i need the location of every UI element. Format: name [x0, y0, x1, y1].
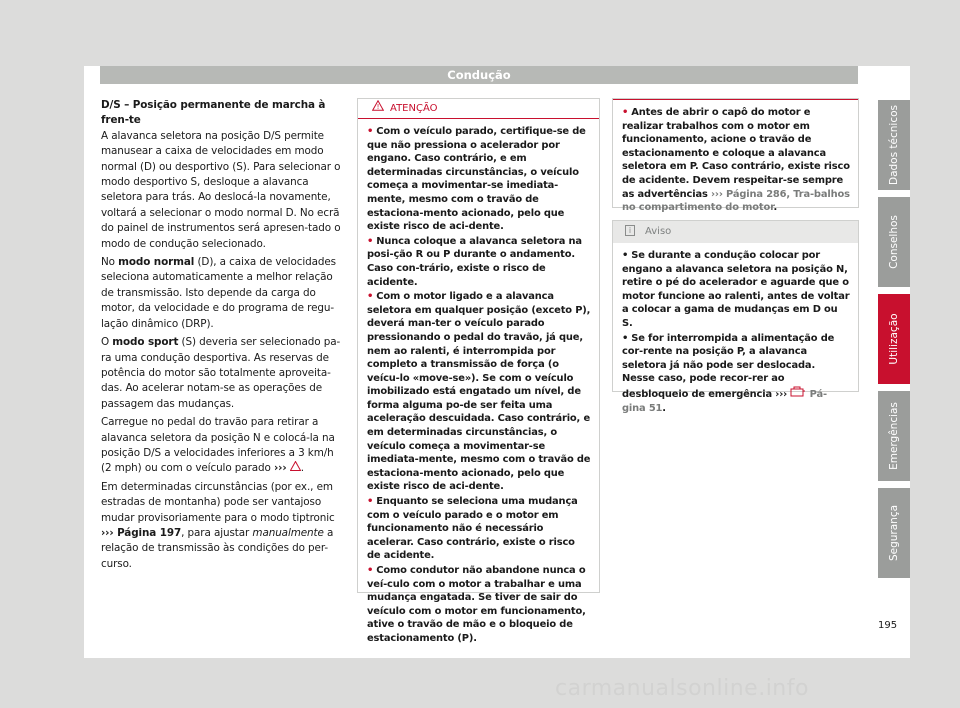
emergency-icon — [790, 389, 806, 400]
section-heading: D/S – Posição permanente de marcha à fren-te — [101, 99, 326, 127]
warning-body — [358, 119, 599, 651]
tab-conselhos[interactable]: Conselhos — [878, 197, 910, 287]
warning-continued-box — [612, 98, 859, 214]
info-icon: i — [625, 225, 635, 236]
tab-dados-tecnicos[interactable]: Dados técnicos — [878, 100, 910, 190]
page-link[interactable]: Pá-gina 51 — [622, 388, 827, 414]
paragraph: O modo sport (S) deveria ser selecionado pa-ra uma condução desportiva. As reservas de potência do motor são totalmente aproveita-das. Ao acelerar notam-se as operações de passagem das mudanças. — [101, 336, 341, 410]
page-link[interactable]: ››› Página 286, Tra-balhos no compartimento do motor — [622, 188, 850, 214]
paragraph: No modo normal (D), a caixa de velocidades seleciona automaticamente a melhor relação de transmissão. Isto depende da carga do motor, da velocidade e do programa de regu-lação dinâmico (DRP). — [101, 256, 336, 330]
note-item: • Se for interrompida a alimentação de cor-rente na posição P, a alavanca seletora já não pode ser deslocada. Nesse caso, pode recor-rer ao desbloqueio de emergência ››› Pá-gina 51. — [622, 332, 835, 414]
warning-item: • Com o veículo parado, certifique-se de que não pressiona o acelerador por engano. Caso contrário, e em determinadas circunstâncias, o veículo começa a movimentar-se imediata-mente, mesmo com o travão de estaciona-mento acionado, pelo que existe risco de aci-dente. — [367, 126, 586, 233]
note-box — [612, 220, 859, 414]
page-number: 195 — [878, 620, 898, 631]
paragraph: A alavanca seletora na posição D/S permite manusear a caixa de velocidades em modo normal (D) ou desportivo (S). Para selecionar o modo desportivo S, desloque a alavanca seletora para trás. Ao deslocá-la novamente, voltará a selecionar o modo normal D. No ecrã do painel de instrumentos será apresen-tado o modo de condução selecionado. — [101, 129, 341, 250]
svg-text:!: ! — [376, 103, 380, 111]
paragraph: Em determinadas circunstâncias (por ex., em estradas de montanha) pode ser vantajoso mudar provisoriamente para o modo tiptronic ››› Página 197, para ajustar manualmente a relação de transmissão às condições do per-curso. — [101, 480, 335, 570]
cross-ref-link[interactable]: ››› — [775, 388, 791, 400]
warning-body — [613, 100, 858, 220]
paragraph: Carregue no pedal do travão para retirar a alavanca seletora da posição N e colocá-la na posição D/S a velocidades inferiores a 3 km/h (2 mph) ou com o veículo parado ››› . — [101, 416, 335, 475]
warning-item: • Nunca coloque a alavanca seletora na posi-ção R ou P durante o andamento. Caso con-trário, existe o risco de acidente. — [367, 235, 582, 288]
warning-box — [357, 98, 600, 644]
warning-item: • Como condutor não abandone nunca o veí-culo com o motor a trabalhar e uma mudança engatada. Se tiver de sair do veículo com o motor em funcionamento, ative o travão de mão e o bloqueio de estacionamento (P). — [367, 565, 586, 644]
note-header: i Aviso — [613, 221, 858, 243]
warning-item: • Antes de abrir o capô do motor e realizar trabalhos com o motor em funcionamento, acione o travão de estacionamento e coloque a alavanca seletora em P. Caso contrário, existe risco de acidente. Devem respeitar-se sempre as advertências ››› Página 286, Tra-balhos no compartimento do motor. — [622, 107, 850, 214]
warning-triangle-icon — [290, 462, 301, 474]
note-item: • Se durante a condução colocar por engano a alavanca seletora na posição N, retire o pé do acelerador e aguarde que o motor funcione ao ralenti, antes de voltar a colocar a gama de mudanças em D ou S. — [622, 250, 850, 329]
tab-utilizacao[interactable]: Utilização — [878, 294, 910, 384]
warning-item: • Enquanto se seleciona uma mudança com o veículo parado e o motor em funcionamento não é necessário acelerar. Caso contrário, existe o risco de acidente. — [367, 496, 578, 562]
warning-header: ! ATENÇÃO — [358, 99, 599, 119]
tab-emergencias[interactable]: Emergências — [878, 391, 910, 481]
warning-item: • Com o motor ligado e a alavanca seletora em qualquer posição (exceto P), deverá man-ter o veículo parado pressionando o pedal do travão, já que, nem ao ralenti, é interrompida por completo a transmissão de força (o veícu-lo «move-se»). Se com o veículo imobilizado está engatado um nível, de forma alguma po-de ser feita uma aceleração descuidada. Caso contrário, e em determinadas circunstâncias, o veículo começa a movimentar-se imediata-mente, mesmo com o travão de estaciona-mento acionado, pelo que existe risco de aci-dente. — [367, 291, 591, 493]
warning-triangle-icon — [372, 99, 384, 119]
section-header: Condução — [100, 66, 858, 84]
cross-ref-link[interactable]: ››› — [273, 462, 287, 475]
tab-seguranca[interactable]: Segurança — [878, 488, 910, 578]
main-text-column — [101, 98, 345, 575]
watermark: carmanualsonline.info — [555, 676, 809, 701]
page-link[interactable]: ››› Página 197 — [101, 526, 182, 539]
note-body — [613, 243, 858, 420]
